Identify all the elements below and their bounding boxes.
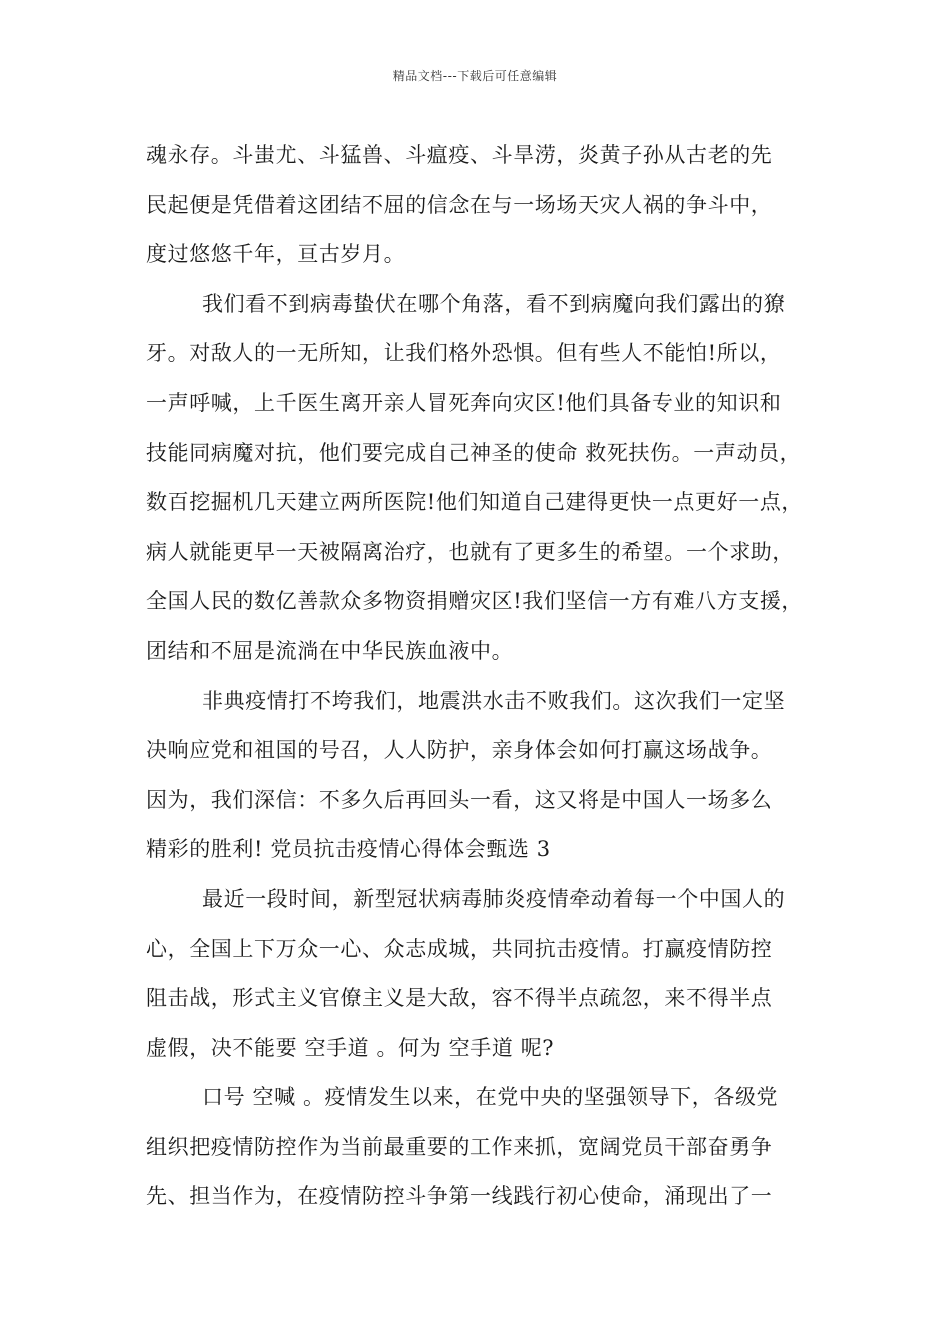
text-line: 精彩的胜利! 党员抗击疫情心得体会甄选 3 [146, 837, 551, 862]
paragraph [146, 280, 822, 677]
text-line: 阻击战，形式主义官僚主义是大敌，容不得半点疏忽，来不得半点 [146, 986, 773, 1011]
text-line: 非典疫情打不垮我们，地震洪水击不败我们。这次我们一定坚 [202, 688, 786, 713]
text-line: 魂永存。斗蚩尤、斗猛兽、斗瘟疫、斗旱涝，炎黄子孙从古老的先 [146, 143, 773, 167]
text-line: 牙。对敌人的一无所知，让我们格外恐惧。但有些人不能怕!所以， [146, 341, 782, 366]
paragraph [146, 131, 822, 280]
text-line: 决响应党和祖国的号召，人人防护，亲身体会如何打赢这场战争。 [146, 738, 773, 763]
text-line: 我们看不到病毒蛰伏在哪个角落，看不到病魔向我们露出的獠 [202, 291, 786, 316]
text-line: 因为，我们深信：不多久后再回头一看，这又将是中国人一场多么 [146, 787, 773, 812]
text-line: 口号 空喊 。疫情发生以来，在党中央的坚强领导下，各级党 [202, 1085, 779, 1110]
page-header: 精品文档---下载后可任意编辑 [392, 69, 558, 83]
text-line: 病人就能更早一天被隔离治疗，也就有了更多生的希望。一个求助， [146, 539, 794, 564]
document-body [146, 131, 822, 1222]
text-line: 数百挖掘机几天建立两所医院!他们知道自己建得更快一点更好一点， [146, 490, 804, 515]
text-line: 先、担当作为，在疫情防控斗争第一线践行初心使命，涌现出了一 [146, 1184, 773, 1209]
text-line: 一声呼喊，上千医生离开亲人冒死奔向灾区!他们具备专业的知识和 [146, 390, 782, 415]
text-line: 民起便是凭借着这团结不屈的信念在与一场场天灾人祸的争斗中， [146, 192, 773, 217]
text-line: 虚假，决不能要 空手道 。何为 空手道 呢? [146, 1035, 555, 1060]
paragraph [146, 1073, 822, 1222]
text-line: 最近一段时间，新型冠状病毒肺炎疫情牵动着每一个中国人的 [202, 886, 786, 911]
text-line: 组织把疫情防控作为当前最重要的工作来抓，宽阔党员干部奋勇争 [146, 1134, 773, 1159]
paragraph [146, 875, 822, 1073]
text-line: 全国人民的数亿善款众多物资捐赠灾区!我们坚信一方有难八方支援， [146, 589, 804, 614]
text-line: 心，全国上下万众一心、众志成城，共同抗击疫情。打赢疫情防控 [146, 936, 773, 961]
text-line: 技能同病魔对抗，他们要完成自己神圣的使命 救死扶伤。一声动员， [146, 440, 802, 465]
text-line: 团结和不屈是流淌在中华民族血液中。 [146, 638, 514, 663]
paragraph [146, 677, 822, 875]
text-line: 度过悠悠千年，亘古岁月。 [146, 242, 406, 267]
